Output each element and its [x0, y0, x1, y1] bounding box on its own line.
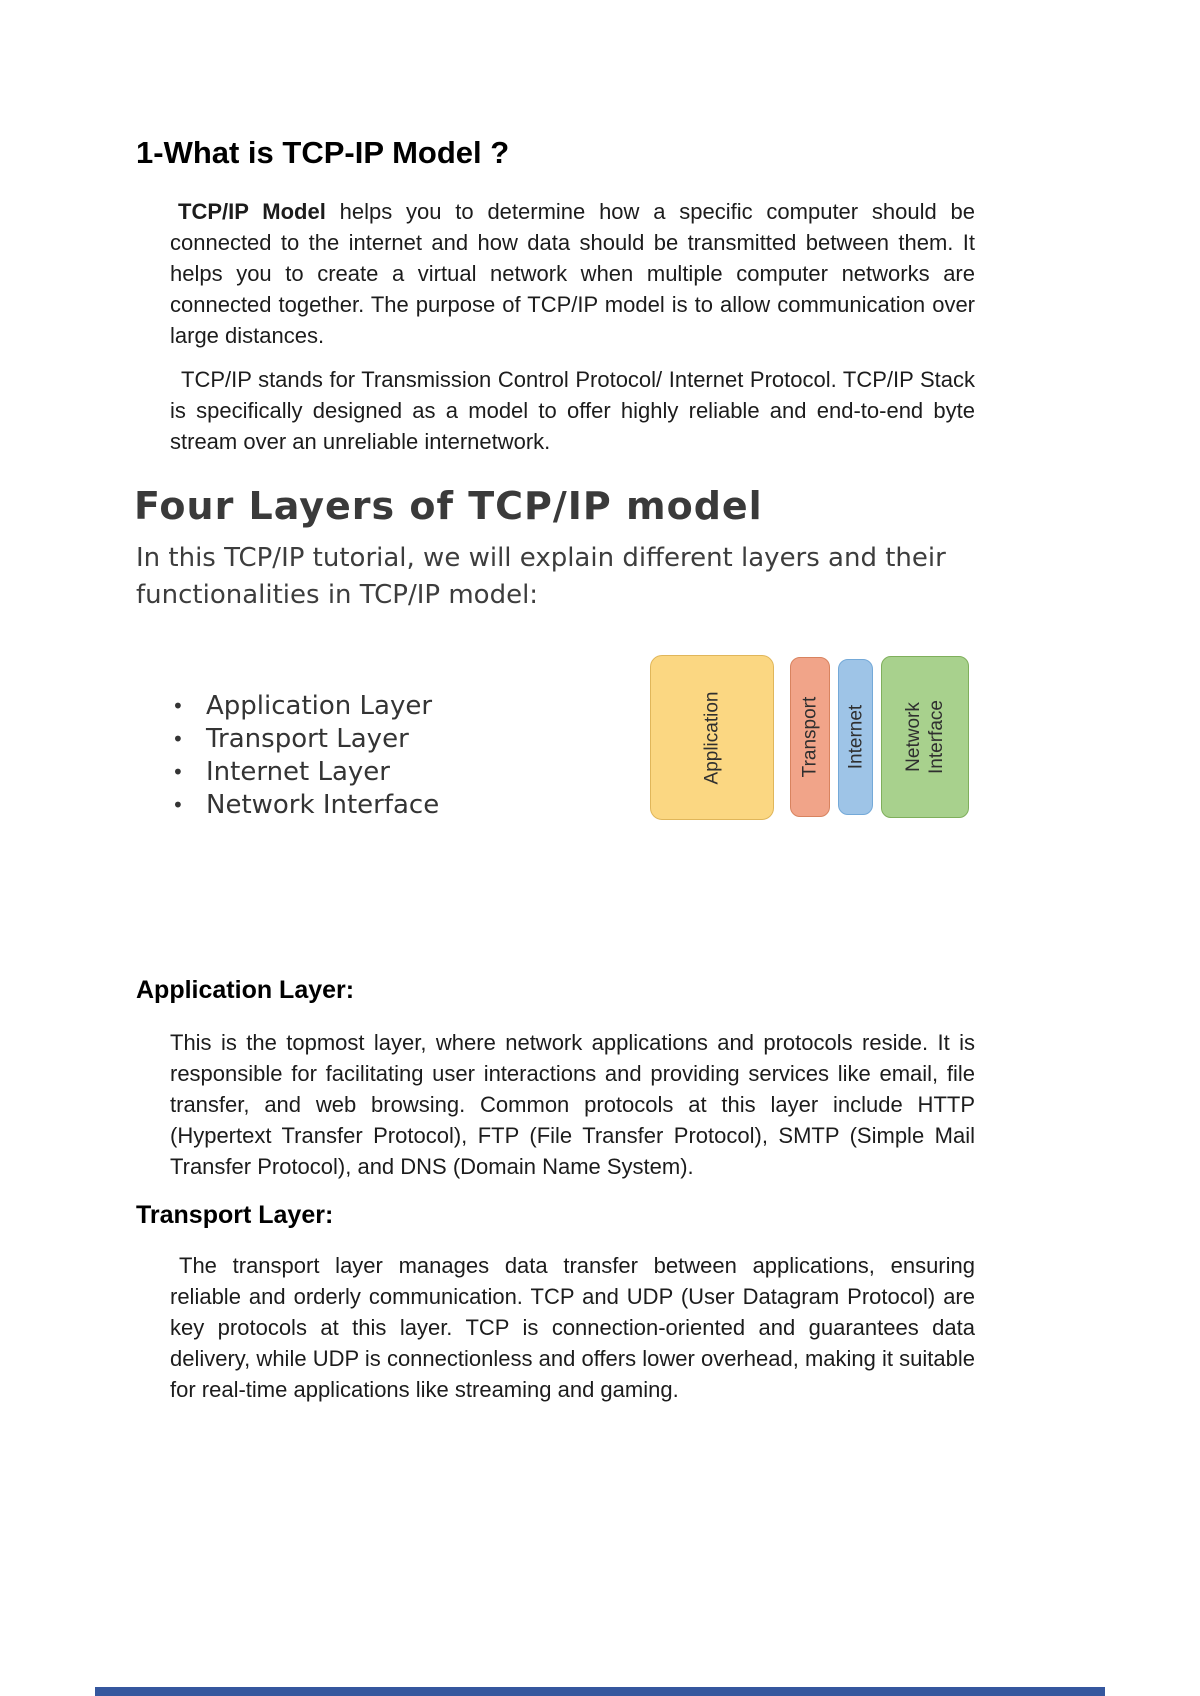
diagram-block-label: Internet [845, 704, 866, 770]
diagram-block-application [650, 655, 774, 820]
intro-paragraph-1-text: helps you to determine how a specific computer should be connected to the internet and how data should be transmitted between them. It helps you to create a virtual network when multiple computer networks are connected together. The purpose of TCP/IP model is to allow communication over large distances. [170, 199, 975, 348]
list-item [170, 789, 439, 822]
bullet-label: Internet Layer [206, 757, 390, 787]
bullet-label: Application Layer [206, 691, 433, 721]
bullet-label: Transport Layer [206, 724, 409, 754]
tcpip-model-bold-lead: TCP/IP Model [178, 199, 326, 224]
intro-paragraph-2: TCP/IP stands for Transmission Control Protocol/ Internet Protocol. TCP/IP Stack is specifically designed as a model to offer highly reliable and end-to-end byte stream over an unreliable internetwork. [170, 367, 975, 454]
diagram-block-transport [790, 657, 830, 817]
diagram-block-internet [838, 659, 873, 815]
application-layer-paragraph: This is the topmost layer, where network applications and protocols reside. It is responsible for facilitating user interactions and providing services like email, file transfer, and web browsing. Common protocols at this layer include HTTP (Hypertext Transfer Protocol), FTP (File Transfer Protocol), SMTP (Simple Mail Transfer Protocol), and DNS (Domain Name System). [170, 1030, 975, 1179]
list-item [170, 723, 439, 756]
footer-bar [95, 1687, 1105, 1696]
transport-layer-heading: Transport Layer: [136, 1201, 334, 1229]
diagram-block-network-interface [881, 656, 969, 818]
application-layer-heading: Application Layer: [136, 976, 355, 1004]
tcpip-layers-diagram [650, 655, 969, 820]
layers-bullet-list [170, 690, 439, 822]
diagram-block-label: Transport [799, 696, 821, 778]
four-layers-intro: In this TCP/IP tutorial, we will explain different layers and their functionalities in TCP/IP model: [136, 543, 946, 610]
four-layers-heading: Four Layers of TCP/IP model [134, 484, 763, 528]
diagram-block-label: Network Interface [903, 700, 947, 774]
intro-paragraph-1 [170, 196, 975, 351]
list-item [170, 756, 439, 789]
bullet-label: Network Interface [206, 790, 440, 820]
list-item [170, 690, 439, 723]
section1-heading: 1-What is TCP-IP Model ? [136, 135, 510, 170]
transport-layer-paragraph: The transport layer manages data transfer between applications, ensuring reliable and orderly communication. TCP and UDP (User Datagram Protocol) are key protocols at this layer. TCP is connection-oriented and guarantees data delivery, while UDP is connectionless and offers lower overhead, making it suitable for real-time applications like streaming and gaming. [170, 1253, 975, 1402]
diagram-block-label: Application [701, 691, 723, 784]
